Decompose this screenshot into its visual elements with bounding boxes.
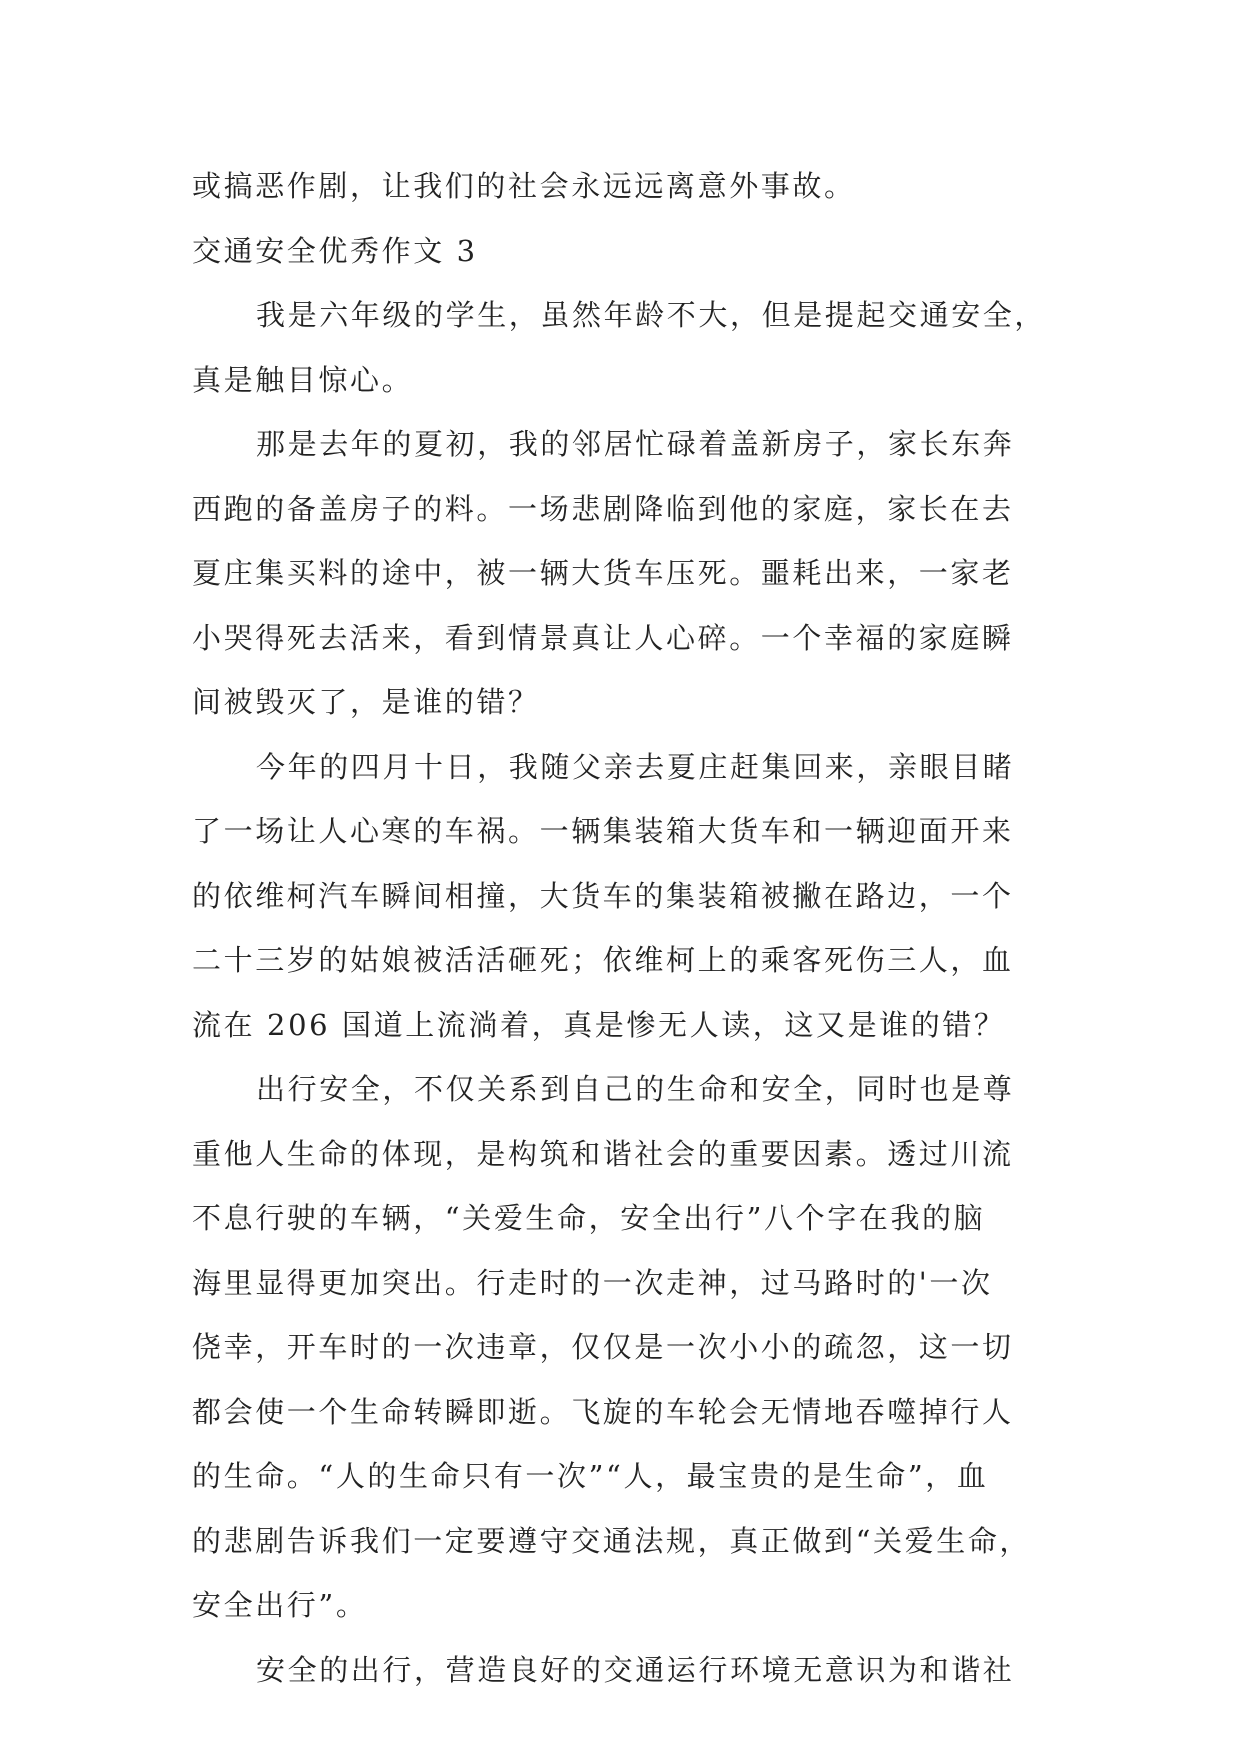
paragraph-line: 间被毁灭了，是谁的错？ <box>192 685 540 719</box>
paragraph-4 <box>192 1057 1052 1638</box>
continuation-line: 或搞恶作剧，让我们的社会永远远离意外事故。 <box>192 169 856 203</box>
paragraph-line: 的依维柯汽车瞬间相撞，大货车的集装箱被撇在路边，一个 <box>192 878 1014 913</box>
document-body <box>192 154 1052 1702</box>
paragraph-line: 我是六年级的学生，虽然年龄不大，但是提起交通安全， <box>256 298 1047 332</box>
paragraph-line: 重他人生命的体现，是构筑和谐社会的重要因素。透过川流 <box>192 1136 1014 1171</box>
paragraph-line: 那是去年的夏初，我的邻居忙碌着盖新房子，家长东奔 <box>256 427 1015 461</box>
paragraph-line: 不息行驶的车辆，“关爱生命，安全出行”八个字在我的脑 <box>192 1201 986 1235</box>
paragraph-2 <box>192 412 1052 735</box>
section-heading: 交通安全优秀作文 3 <box>192 233 478 268</box>
paragraph-5 <box>192 1638 1052 1703</box>
paragraph-line: 海里显得更加突出。行走时的一次走神，过马路时的'一次 <box>192 1265 993 1300</box>
paragraph-line: 真是触目惊心。 <box>192 362 414 397</box>
paragraph-line: 了一场让人心寒的车祸。一辆集装箱大货车和一辆迎面开来 <box>192 814 1014 848</box>
paragraph-line: 流在 206 国道上流淌着，真是惨无人读，这又是谁的错？ <box>192 1007 1006 1042</box>
paragraph-line: 都会使一个生命转瞬即逝。飞旋的车轮会无情地吞噬掉行人 <box>192 1394 1014 1429</box>
paragraph-line: 今年的四月十日，我随父亲去夏庄赶集回来，亲眼目睹 <box>256 749 1015 784</box>
paragraph-line: 二十三岁的姑娘被活活砸死；依维柯上的乘客死伤三人，血 <box>192 943 1014 977</box>
paragraph-line: 小哭得死去活来，看到情景真让人心碎。一个幸福的家庭瞬 <box>192 620 1014 655</box>
paragraph-1 <box>192 283 1052 412</box>
paragraph-line: 夏庄集买料的途中，被一辆大货车压死。噩耗出来，一家老 <box>192 556 1014 590</box>
paragraph-line: 的生命。“人的生命只有一次”“人，最宝贵的是生命”，血 <box>192 1459 989 1493</box>
paragraph-line: 出行安全，不仅关系到自己的生命和安全，同时也是尊 <box>256 1072 1015 1106</box>
paragraph-line: 侥幸，开车时的一次违章，仅仅是一次小小的疏忽，这一切 <box>192 1330 1014 1364</box>
paragraph-line: 安全的出行，营造良好的交通运行环境无意识为和谐社 <box>256 1652 1015 1687</box>
paragraph-line: 安全出行”。 <box>192 1588 368 1622</box>
paragraph-line: 的悲剧告诉我们一定要遵守交通法规，真正做到“关爱生命， <box>192 1523 1032 1558</box>
paragraph-3 <box>192 735 1052 1058</box>
paragraph-line: 西跑的备盖房子的料。一场悲剧降临到他的家庭，家长在去 <box>192 491 1014 526</box>
